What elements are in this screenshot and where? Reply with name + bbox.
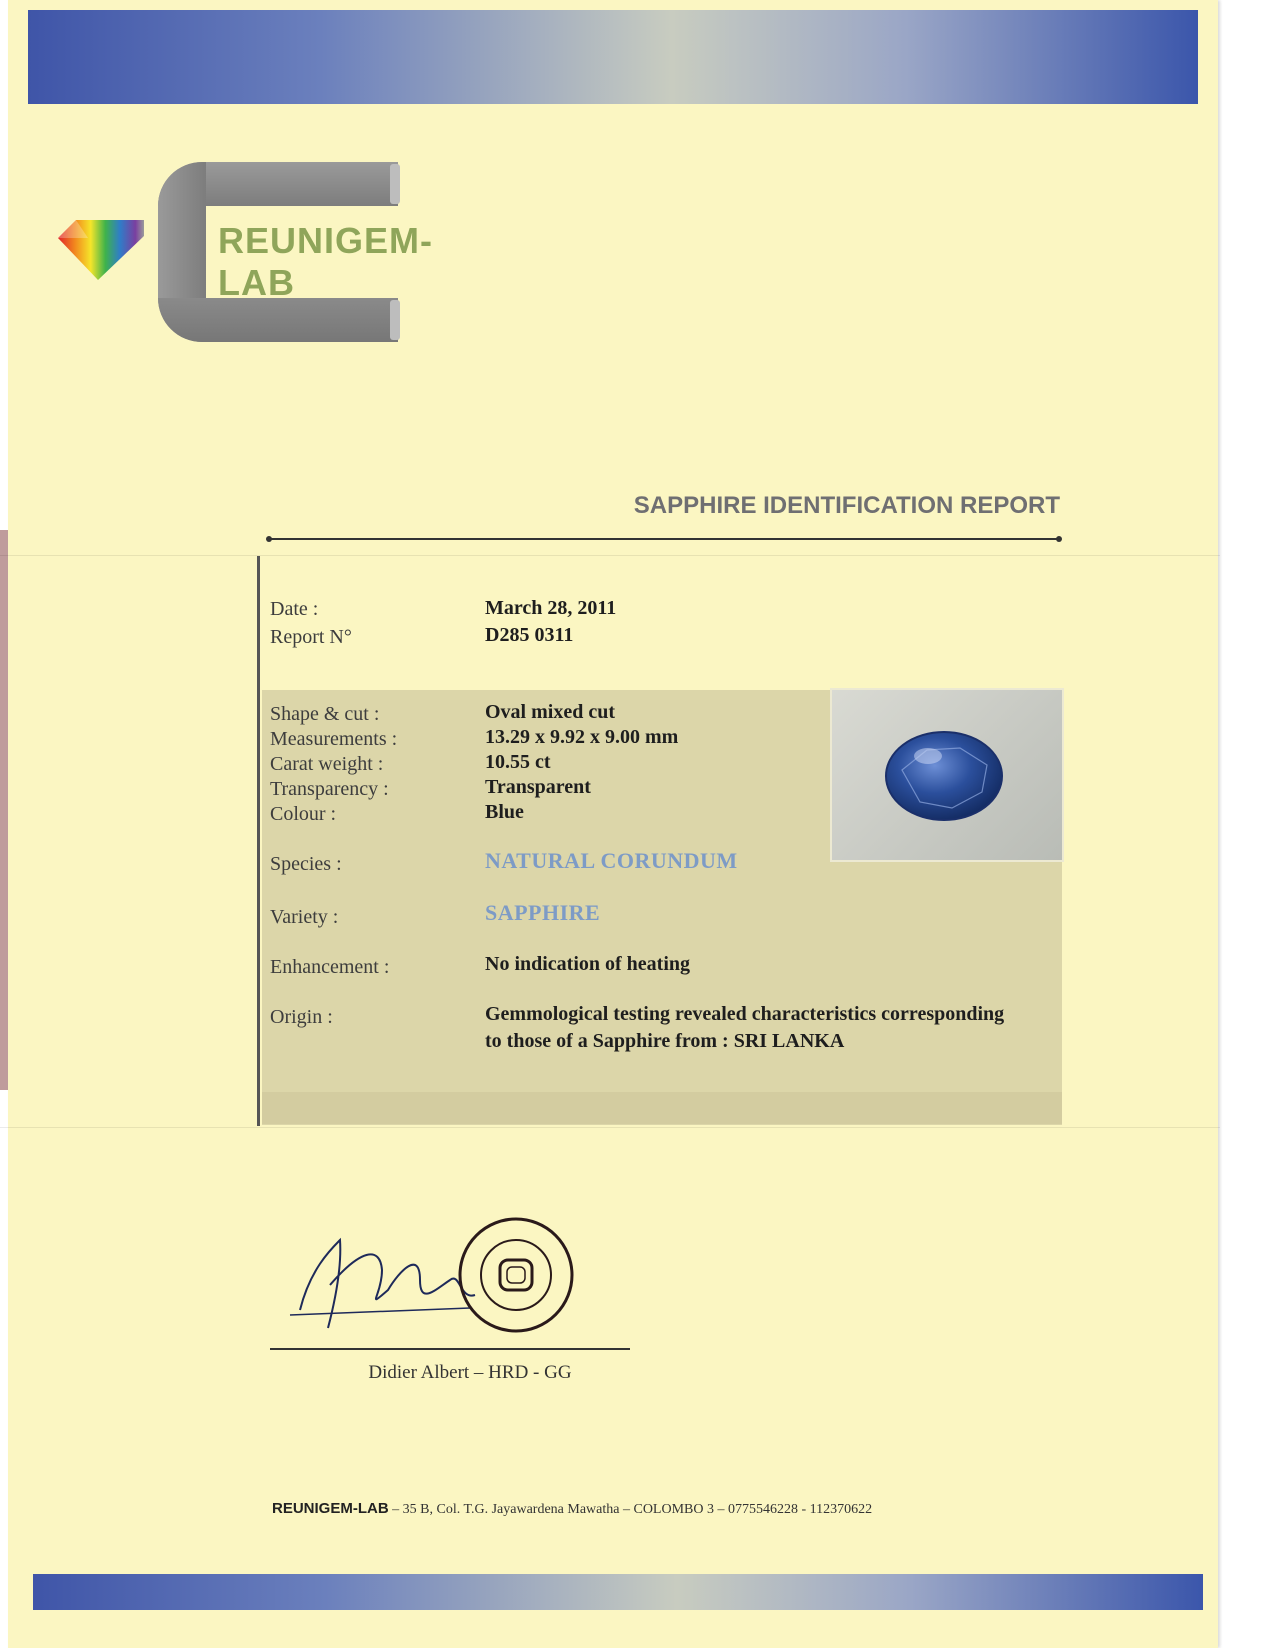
transparency-value: Transparent [485, 776, 591, 798]
report-title: SAPPHIRE IDENTIFICATION REPORT [633, 492, 1060, 519]
enhancement-value: No indication of heating [485, 953, 691, 975]
gem-photo [830, 688, 1064, 862]
colour-value: Blue [485, 801, 524, 823]
page-edge [0, 530, 8, 1090]
shape-label: Shape & cut : [270, 703, 380, 725]
measurements-value: 13.29 x 9.92 x 9.00 mm [485, 726, 679, 748]
top-color-band [28, 10, 1198, 104]
footer-address-text: – 35 B, Col. T.G. Jayawardena Mawatha – COLOMBO 3 – 0775546228 - 112370622 [388, 1502, 873, 1517]
signature-line [270, 1348, 630, 1350]
carat-label: Carat weight : [270, 753, 384, 775]
footer-brand: REUNIGEM-LAB [272, 1500, 389, 1517]
signature-block [270, 1210, 630, 1350]
origin-value-line1: Gemmological testing revealed characteristics corresponding [485, 1003, 1005, 1025]
footer-address [272, 1500, 1172, 1518]
signature-and-stamp [270, 1210, 630, 1350]
bottom-color-band [33, 1574, 1203, 1610]
origin-label: Origin : [270, 1006, 333, 1028]
species-value: NATURAL CORUNDUM [485, 848, 738, 873]
carat-value: 10.55 ct [485, 751, 551, 773]
date-value: March 28, 2011 [485, 597, 617, 619]
colour-label: Colour : [270, 803, 337, 825]
enhancement-label: Enhancement : [270, 956, 390, 978]
rainbow-gem-icon [58, 220, 148, 282]
shape-value: Oval mixed cut [485, 701, 615, 723]
origin-value-line2: to those of a Sapphire from : SRI LANKA [485, 1030, 845, 1052]
lab-name: REUNIGEM-LAB [218, 220, 433, 303]
fold-line [0, 555, 1220, 556]
measurements-label: Measurements : [270, 728, 398, 750]
variety-label: Variety : [270, 906, 339, 928]
details-panel-footer [262, 1092, 1062, 1124]
transparency-label: Transparency : [270, 778, 389, 800]
lab-logo [58, 162, 488, 342]
report-number-label: Report N° [270, 626, 352, 648]
sapphire-image [832, 690, 1062, 860]
left-accent-bar [257, 556, 260, 1126]
report-number-value: D285 0311 [485, 624, 574, 646]
species-label: Species : [270, 853, 342, 875]
date-label: Date : [270, 598, 319, 620]
signatory-name: Didier Albert – HRD - GG [368, 1362, 572, 1383]
title-divider [268, 538, 1060, 540]
variety-value: SAPPHIRE [485, 900, 601, 925]
fold-line [0, 1127, 1220, 1128]
